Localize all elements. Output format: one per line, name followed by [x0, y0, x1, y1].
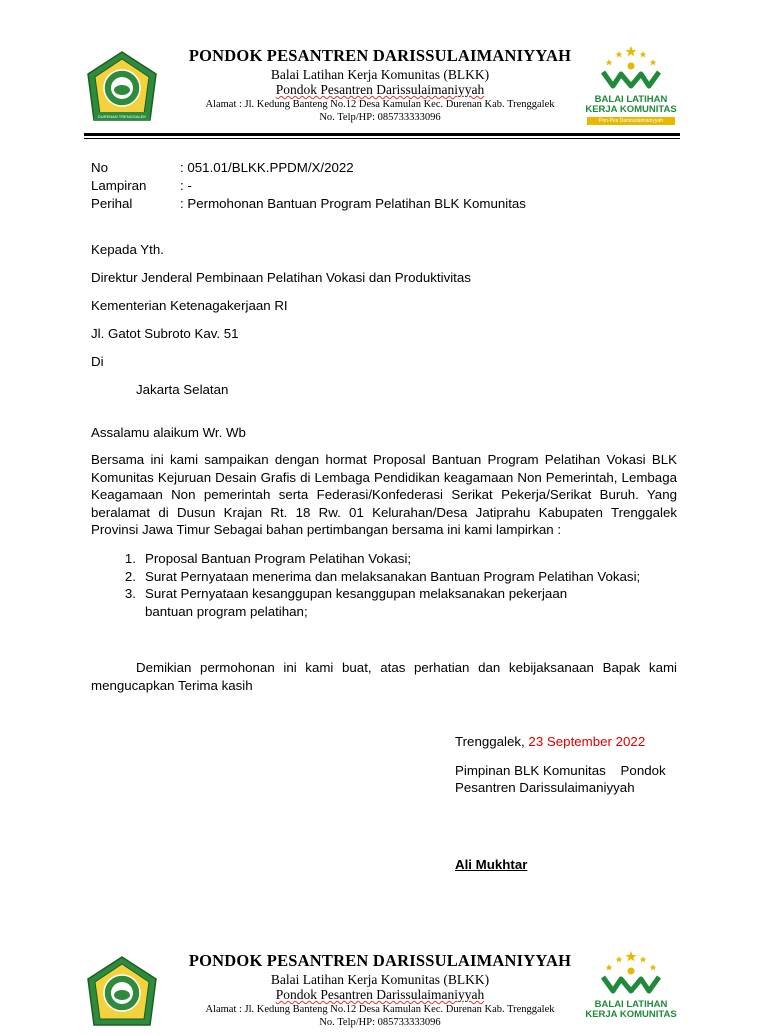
letterhead-title: PONDOK PESANTREN DARISSULAIMANIYYAH	[188, 46, 572, 65]
letterhead-phone: No. Telp/HP: 085733333096	[319, 1017, 441, 1028]
no-value: : 051.01/BLKK.PPDM/X/2022	[180, 160, 354, 175]
signature-place-date	[455, 733, 645, 750]
recipient-line3: Jl. Gatot Subroto Kav. 51	[91, 326, 239, 341]
signature-title2: Pesantren Darissulaimaniyyah	[455, 780, 635, 795]
signature-title1: Pimpinan BLK Komunitas Pondok	[455, 763, 666, 778]
recipient-line5: Jakarta Selatan	[136, 382, 229, 397]
list-item-number: 1.	[124, 551, 136, 566]
recipient-greeting: Kepada Yth.	[91, 242, 164, 257]
list-item-text: bantuan program pelatihan;	[145, 603, 308, 619]
blk-logo	[585, 949, 677, 1020]
letterhead-line1: Balai Latihan Kerja Komunitas (BLKK)	[270, 972, 490, 987]
body-paragraph: Bersama ini kami sampaikan dengan hormat Proposal Bantuan Program Pelatihan Vokasi BLK Komunitas Kejuruan Desain Grafis di Lembaga Pendidikan keagamaan Non Pemerintah, Lembaga Keagamaan Non pemerintah serta Federasi/Konfederasi Serikat Pekerja/Serikat Buruh. Yang beralamat di Dusun Krajan Rt. 18 Rw. 01 Kelurahan/Desa Jatiprahu Kabupaten Trenggalek Provinsi Jawa Timur Sebagai bahan pertimbangan bersama ini kami lampirkan :	[91, 452, 677, 537]
list-item-text: Proposal Bantuan Program Pelatihan Vokasi;	[145, 551, 412, 566]
pesantren-emblem-icon	[84, 955, 160, 1031]
signature-place: Trenggalek,	[455, 734, 529, 749]
signatory-name: Ali Mukhtar	[455, 857, 528, 872]
blk-logo-icon	[585, 949, 677, 995]
blk-logo-icon	[585, 44, 677, 90]
perihal-label: Perihal	[91, 196, 133, 211]
list-item	[91, 585, 640, 603]
letterhead-phone: No. Telp/HP: 085733333096	[319, 112, 441, 123]
letterhead-address: Alamat : Jl. Kedung Banteng No.12 Desa Kamulan Kec. Durenan Kab. Trenggalek	[205, 99, 555, 110]
letterhead-bottom	[0, 945, 768, 1035]
blk-logo	[585, 44, 677, 125]
lampiran-value: : -	[180, 178, 192, 193]
salam: Assalamu alaikum Wr. Wb	[91, 425, 246, 440]
letterhead-line2: Pondok Pesantren Darissulaimaniyyah	[275, 987, 485, 1002]
list-item-text: Surat Pernyataan menerima dan melaksanakan Bantuan Program Pelatihan Vokasi;	[145, 568, 641, 584]
pesantren-emblem-icon	[84, 50, 160, 126]
recipient-line2: Kementerian Ketenagakerjaan RI	[91, 298, 288, 313]
no-label: No	[91, 160, 108, 175]
letterhead-top	[0, 40, 768, 130]
signature-date: 23 September 2022	[528, 734, 646, 749]
lampiran-label: Lampiran	[91, 178, 147, 193]
emblem-text: DURENAN TRENGGALEK	[97, 114, 147, 119]
perihal-value: : Permohonan Bantuan Program Pelatihan BLK Komunitas	[180, 196, 526, 211]
letterhead-line1: Balai Latihan Kerja Komunitas (BLKK)	[270, 67, 490, 82]
letterhead-text	[170, 46, 590, 124]
closing-paragraph: Demikian permohonan ini kami buat, atas perhatian dan kebijaksanaan Bapak kami mengucapkan Terima kasih	[91, 660, 677, 693]
list-item	[91, 550, 640, 568]
logo-ribbon: Pon-Pes Darissulaimaniyyah	[587, 117, 675, 125]
logo-line2: KERJA KOMUNITAS	[585, 104, 677, 115]
letterhead-text	[170, 951, 590, 1029]
letterhead-title: PONDOK PESANTREN DARISSULAIMANIYYAH	[188, 951, 572, 970]
recipient-line4: Di	[91, 354, 104, 369]
list-item-number: 2.	[124, 568, 136, 584]
list-item-number: 3.	[124, 586, 136, 601]
letterhead-rule-thin	[84, 138, 680, 139]
attachment-list	[91, 550, 640, 620]
letterhead-rule-thick	[84, 133, 680, 136]
logo-line1: BALAI LATIHAN	[594, 94, 668, 105]
logo-line2: KERJA KOMUNITAS	[585, 1009, 677, 1020]
list-item-continuation	[91, 603, 640, 621]
list-item	[91, 568, 640, 586]
list-item-text: Surat Pernyataan kesanggupan kesanggupan melaksanakan pekerjaan	[145, 586, 568, 601]
letterhead-line2: Pondok Pesantren Darissulaimaniyyah	[275, 82, 485, 97]
recipient-line1: Direktur Jenderal Pembinaan Pelatihan Vokasi dan Produktivitas	[91, 270, 471, 285]
letterhead-address: Alamat : Jl. Kedung Banteng No.12 Desa Kamulan Kec. Durenan Kab. Trenggalek	[205, 1004, 555, 1015]
logo-line1: BALAI LATIHAN	[594, 999, 668, 1010]
